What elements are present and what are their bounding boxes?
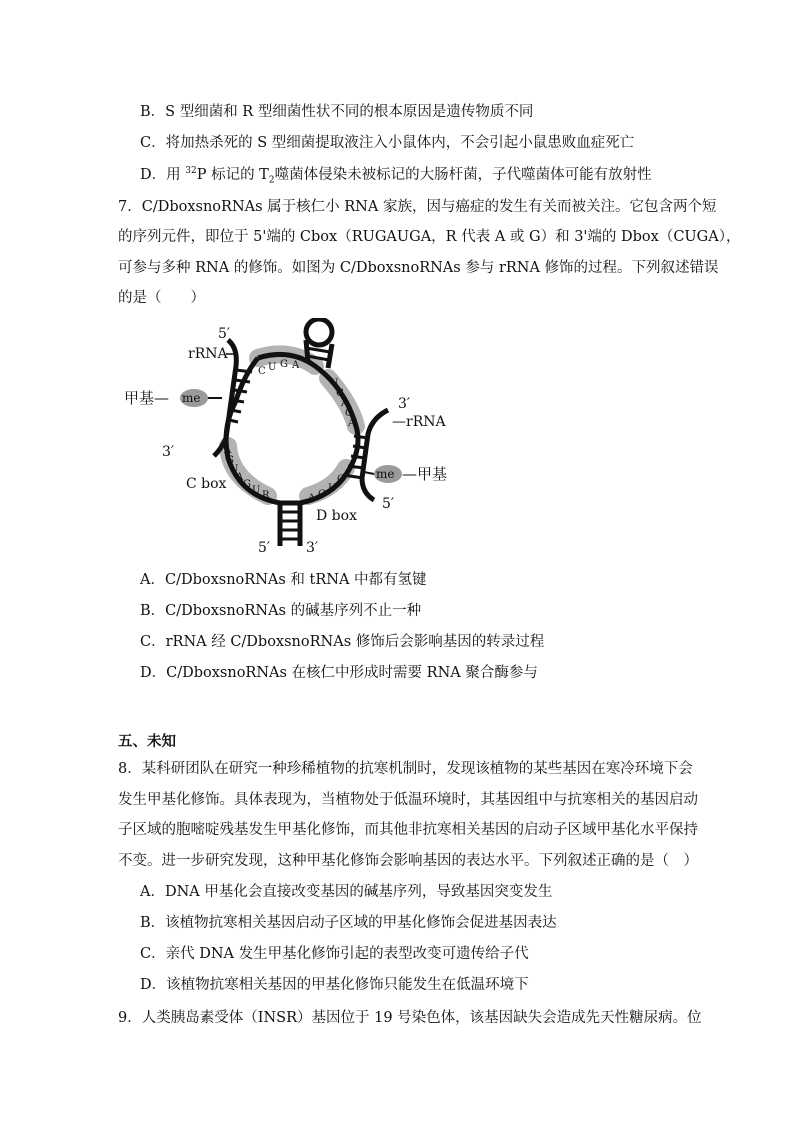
seq-letter: A: [308, 493, 316, 504]
q6-option-d: [140, 167, 652, 186]
label-me-left: me: [182, 391, 201, 405]
q8-stem-line: 发生甲基化修饰。具体表现为，当植物处于低温环境时，其基因组中与抗寒相关的基因启动: [118, 792, 698, 808]
q8-option-b: B．该植物抗寒相关基因启动子区域的甲基化修饰会促进基因表达: [140, 915, 557, 931]
seq-letter: A: [236, 472, 244, 483]
q7-option-c: C．rRNA 经 C/DboxsnoRNAs 修饰后会影响基因的转录过程: [140, 634, 545, 650]
label-5prime-top: 5′: [218, 326, 231, 342]
seq-letter: A: [224, 445, 232, 456]
seq-letter: A: [348, 418, 356, 429]
q6-option-d-post: 噬菌体侵染未被标记的大肠杆菌，子代噬菌体可能有放射性: [274, 166, 652, 183]
seq-letter: A: [341, 398, 349, 409]
q6-option-d-mid: P 标记的 T: [196, 166, 269, 183]
seq-letter: G: [336, 388, 344, 399]
q8-stem-line: 8．某科研团队在研究一种珍稀植物的抗寒机制时，发现该植物的某些基因在寒冷环境下会: [118, 761, 693, 777]
label-3prime-right: 3′: [398, 396, 411, 412]
bottom-stem: [280, 503, 300, 546]
label-methyl-right: —甲基: [402, 465, 448, 483]
q7-option-b: B．C/DboxsnoRNAs 的碱基序列不止一种: [140, 603, 422, 619]
q8-stem-line: 子区域的胞嘧啶残基发生甲基化修饰，而其他非抗寒相关基因的启动子区域甲基化水平保持: [118, 822, 698, 838]
q8-option-c: C．亲代 DNA 发生甲基化修饰引起的表型改变可遗传给子代: [140, 946, 529, 962]
label-rrna-left: rRNA: [188, 346, 228, 362]
label-rrna-right: —rRNA: [392, 414, 446, 430]
seq-letter: G: [243, 479, 251, 490]
seq-letter: U: [230, 464, 239, 475]
label-cbox: C box: [186, 476, 227, 492]
q9-stem-line: 9．人类胰岛素受体（INSR）基因位于 19 号染色体，该基因缺失会造成先天性糖尿病。位: [118, 1010, 702, 1026]
seq-letter: C: [258, 366, 266, 377]
label-5prime-right: 5′: [382, 496, 395, 512]
seq-letter: G: [345, 408, 353, 419]
seq-letter: R: [262, 490, 270, 501]
seq-letter: U: [328, 483, 337, 494]
seq-letter: U: [252, 485, 261, 496]
phage-subscript: 2: [268, 175, 275, 186]
q6-option-b: B．S 型细菌和 R 型细菌性状不同的根本原因是遗传物质不同: [140, 104, 534, 120]
q7-stem-line: 的序列元件，即位于 5'端的 Cbox（RUGAUGA，R 代表 A 或 G）和 3'端的 Dbox（CUGA），: [118, 229, 741, 245]
seq-letter: U: [268, 362, 277, 373]
snorna-diagram: [110, 318, 470, 563]
q8-stem-line: 不变。进一步研究发现，这种甲基化修饰会影响基因的表达水平。下列叙述正确的是（ ）: [118, 853, 698, 869]
q7-stem-line: 7．C/DboxsnoRNAs 属于核仁小 RNA 家族，因与癌症的发生有关而被关注。它包含两个短: [118, 199, 717, 215]
q6-option-d-pre: D．用: [140, 166, 186, 183]
seq-letter: A: [292, 360, 300, 371]
label-3prime-left: 3′: [162, 444, 175, 460]
seq-letter: G: [318, 489, 326, 500]
section-title: 五、未知: [118, 733, 176, 750]
label-dbox: D box: [316, 508, 357, 524]
rrna-right-strand: [362, 410, 388, 500]
label-methyl-left: 甲基—: [124, 389, 170, 407]
seq-letter: G: [226, 455, 234, 466]
label-5prime-bottom: 5′: [258, 540, 271, 556]
q8-option-a: A．DNA 甲基化会直接改变基因的碱基序列，导致基因突变发生: [140, 884, 553, 900]
label-me-right: me: [376, 467, 395, 481]
seq-letter: C: [337, 474, 345, 485]
q8-option-d: D．该植物抗寒相关基因的甲基化修饰只能发生在低温环境下: [140, 977, 529, 993]
q7-stem-line: 可参与多种 RNA 的修饰。如图为 C/DboxsnoRNAs 参与 rRNA 修饰的过程。下列叙述错误: [118, 260, 719, 276]
seq-letter: U: [330, 378, 339, 389]
seq-letter: G: [280, 359, 288, 370]
q7-option-a: A．C/DboxsnoRNAs 和 tRNA 中都有氢键: [140, 572, 427, 588]
label-3prime-bottom: 3′: [306, 540, 319, 556]
isotope-superscript: 32: [185, 166, 197, 176]
q7-option-d: D．C/DboxsnoRNAs 在核仁中形成时需要 RNA 聚合酶参与: [140, 665, 538, 681]
q7-stem-line: 的是（ ）: [118, 290, 205, 306]
q6-option-c: C．将加热杀死的 S 型细菌提取液注入小鼠体内，不会引起小鼠患败血症死亡: [140, 135, 635, 151]
